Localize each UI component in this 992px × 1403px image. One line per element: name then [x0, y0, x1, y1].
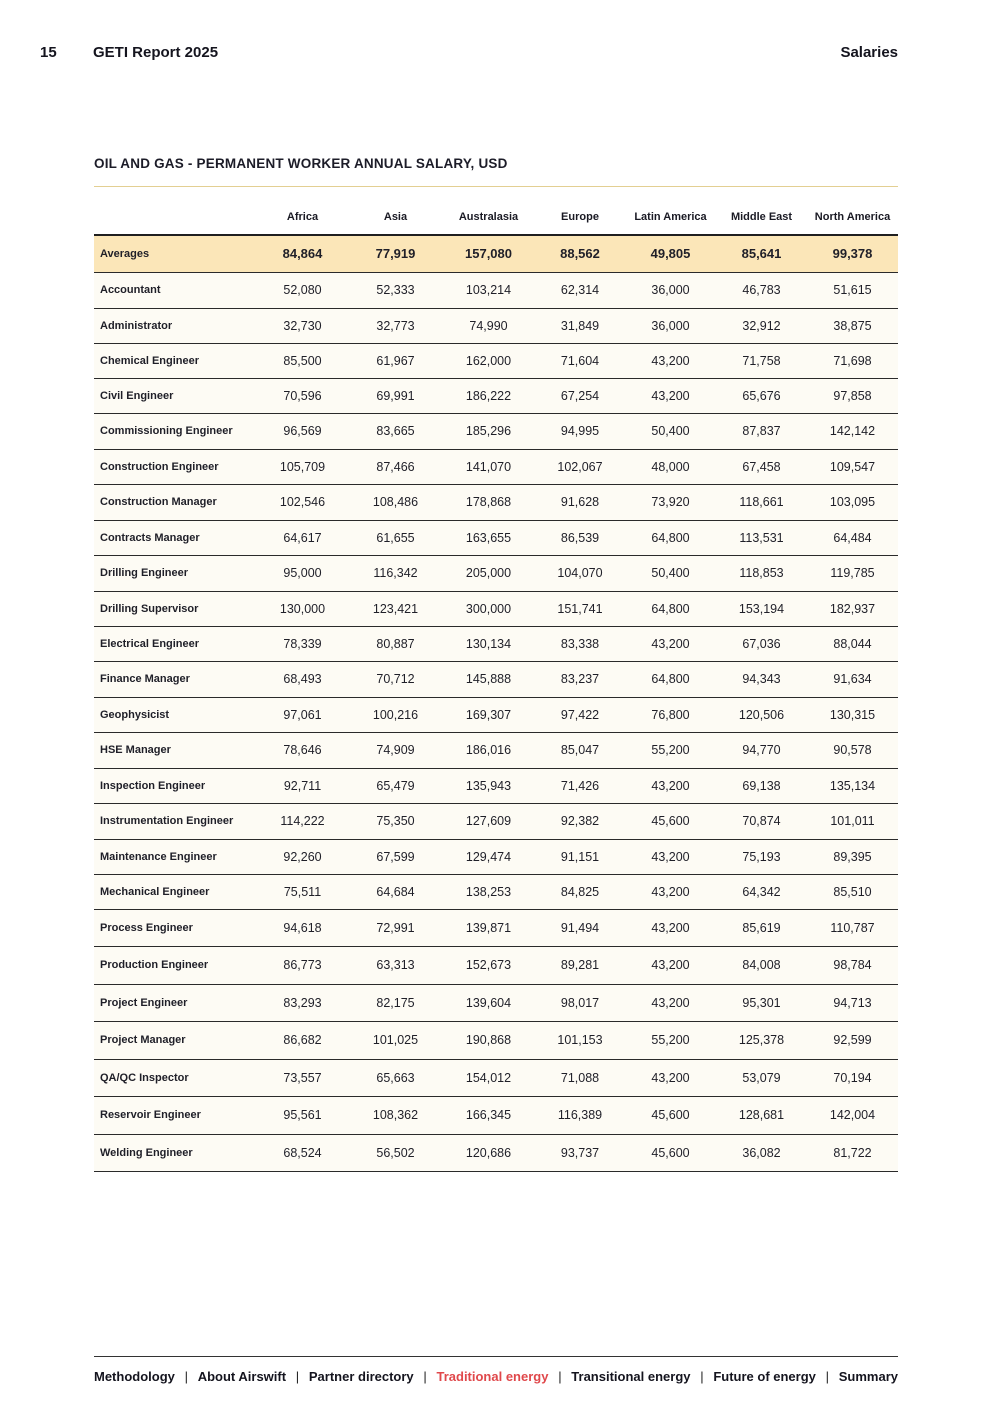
- salary-cell: 86,682: [256, 1021, 349, 1059]
- salary-cell: 64,684: [349, 874, 442, 909]
- section-name: Salaries: [840, 44, 898, 61]
- role-cell: Project Manager: [94, 1021, 256, 1059]
- salary-cell: 152,673: [442, 946, 535, 984]
- salary-cell: 75,350: [349, 803, 442, 839]
- salary-cell: 83,293: [256, 984, 349, 1021]
- salary-cell: 65,676: [716, 378, 807, 413]
- salary-cell: 95,301: [716, 984, 807, 1021]
- table-row: [94, 1096, 898, 1134]
- column-header: Latin America: [625, 199, 716, 235]
- salary-cell: 43,200: [625, 874, 716, 909]
- salary-cell: 151,741: [535, 591, 625, 626]
- salary-cell: 81,722: [807, 1134, 898, 1171]
- role-cell: Civil Engineer: [94, 378, 256, 413]
- salary-cell: 83,237: [535, 661, 625, 697]
- salary-cell: 43,200: [625, 839, 716, 874]
- salary-cell: 130,134: [442, 626, 535, 661]
- salary-cell: 67,599: [349, 839, 442, 874]
- salary-cell: 65,663: [349, 1059, 442, 1096]
- averages-row: [94, 235, 898, 272]
- salary-cell: 65,479: [349, 768, 442, 803]
- salary-cell: 64,800: [625, 661, 716, 697]
- salary-cell: 94,995: [535, 413, 625, 449]
- salary-cell: 64,617: [256, 520, 349, 555]
- role-cell: Contracts Manager: [94, 520, 256, 555]
- column-header-role: [94, 199, 256, 235]
- salary-cell: 51,615: [807, 272, 898, 308]
- role-cell: Welding Engineer: [94, 1134, 256, 1171]
- salary-cell: 46,783: [716, 272, 807, 308]
- salary-cell: 55,200: [625, 732, 716, 768]
- salary-cell: 43,200: [625, 984, 716, 1021]
- salary-cell: 94,618: [256, 909, 349, 946]
- salary-cell: 130,315: [807, 697, 898, 732]
- salary-cell: 145,888: [442, 661, 535, 697]
- salary-cell: 109,547: [807, 449, 898, 484]
- salary-cell: 86,773: [256, 946, 349, 984]
- salary-cell: 43,200: [625, 378, 716, 413]
- salary-cell: 43,200: [625, 946, 716, 984]
- salary-cell: 82,175: [349, 984, 442, 1021]
- role-cell: Mechanical Engineer: [94, 874, 256, 909]
- salary-cell: 108,362: [349, 1096, 442, 1134]
- nav-separator: |: [558, 1368, 562, 1384]
- salary-cell: 108,486: [349, 484, 442, 520]
- footer-link-methodology[interactable]: Methodology: [94, 1368, 175, 1384]
- salary-cell: 71,088: [535, 1059, 625, 1096]
- salary-cell: 162,000: [442, 343, 535, 378]
- salary-cell: 36,000: [625, 308, 716, 343]
- table-row: [94, 413, 898, 449]
- salary-cell: 43,200: [625, 626, 716, 661]
- salary-cell: 67,458: [716, 449, 807, 484]
- salary-cell: 36,082: [716, 1134, 807, 1171]
- salary-cell: 102,067: [535, 449, 625, 484]
- table-row: [94, 803, 898, 839]
- salary-cell: 182,937: [807, 591, 898, 626]
- salary-cell: 169,307: [442, 697, 535, 732]
- salary-cell: 43,200: [625, 909, 716, 946]
- role-cell: Process Engineer: [94, 909, 256, 946]
- salary-cell: 76,800: [625, 697, 716, 732]
- salary-cell: 68,524: [256, 1134, 349, 1171]
- salary-cell: 61,655: [349, 520, 442, 555]
- salary-cell: 128,681: [716, 1096, 807, 1134]
- salary-cell: 73,920: [625, 484, 716, 520]
- salary-cell: 101,153: [535, 1021, 625, 1059]
- salary-cell: 70,596: [256, 378, 349, 413]
- salary-cell: 43,200: [625, 1059, 716, 1096]
- salary-cell: 120,686: [442, 1134, 535, 1171]
- salary-cell: 97,858: [807, 378, 898, 413]
- table-row: [94, 697, 898, 732]
- salary-cell: 32,773: [349, 308, 442, 343]
- salary-cell: 56,502: [349, 1134, 442, 1171]
- salary-cell: 71,758: [716, 343, 807, 378]
- salary-table: [94, 199, 898, 1172]
- role-cell: Reservoir Engineer: [94, 1096, 256, 1134]
- salary-cell: 91,151: [535, 839, 625, 874]
- table-row: [94, 874, 898, 909]
- salary-cell: 130,000: [256, 591, 349, 626]
- salary-cell: 153,194: [716, 591, 807, 626]
- salary-cell: 99,378: [807, 235, 898, 272]
- table-row: [94, 1134, 898, 1171]
- salary-cell: 186,016: [442, 732, 535, 768]
- salary-cell: 88,562: [535, 235, 625, 272]
- salary-cell: 67,036: [716, 626, 807, 661]
- salary-cell: 119,785: [807, 555, 898, 591]
- table-row: [94, 378, 898, 413]
- salary-cell: 64,484: [807, 520, 898, 555]
- salary-cell: 118,853: [716, 555, 807, 591]
- footer-nav: [94, 1367, 898, 1385]
- page-header: [40, 44, 898, 64]
- salary-cell: 70,874: [716, 803, 807, 839]
- salary-cell: 78,339: [256, 626, 349, 661]
- salary-cell: 74,990: [442, 308, 535, 343]
- salary-cell: 83,665: [349, 413, 442, 449]
- salary-cell: 50,400: [625, 413, 716, 449]
- nav-separator: |: [184, 1368, 188, 1384]
- salary-cell: 138,253: [442, 874, 535, 909]
- role-cell: Inspection Engineer: [94, 768, 256, 803]
- salary-cell: 91,494: [535, 909, 625, 946]
- salary-cell: 97,422: [535, 697, 625, 732]
- role-cell: Geophysicist: [94, 697, 256, 732]
- role-cell: HSE Manager: [94, 732, 256, 768]
- salary-cell: 94,713: [807, 984, 898, 1021]
- salary-cell: 92,260: [256, 839, 349, 874]
- salary-cell: 123,421: [349, 591, 442, 626]
- salary-cell: 52,080: [256, 272, 349, 308]
- role-cell: Chemical Engineer: [94, 343, 256, 378]
- table-header-row: [94, 199, 898, 235]
- salary-cell: 67,254: [535, 378, 625, 413]
- table-row: [94, 591, 898, 626]
- salary-cell: 85,500: [256, 343, 349, 378]
- salary-cell: 92,711: [256, 768, 349, 803]
- role-cell: Construction Engineer: [94, 449, 256, 484]
- salary-cell: 300,000: [442, 591, 535, 626]
- nav-separator: |: [825, 1368, 830, 1384]
- salary-cell: 71,604: [535, 343, 625, 378]
- salary-cell: 135,134: [807, 768, 898, 803]
- salary-cell: 205,000: [442, 555, 535, 591]
- salary-cell: 120,506: [716, 697, 807, 732]
- footer-link-transitional-energy[interactable]: Transitional energy: [571, 1368, 691, 1384]
- salary-cell: 89,395: [807, 839, 898, 874]
- salary-cell: 73,557: [256, 1059, 349, 1096]
- salary-cell: 68,493: [256, 661, 349, 697]
- salary-cell: 32,912: [716, 308, 807, 343]
- salary-cell: 87,837: [716, 413, 807, 449]
- table-row: [94, 555, 898, 591]
- nav-separator: |: [423, 1368, 427, 1384]
- salary-cell: 70,194: [807, 1059, 898, 1096]
- table-row: [94, 308, 898, 343]
- salary-cell: 98,017: [535, 984, 625, 1021]
- salary-cell: 116,389: [535, 1096, 625, 1134]
- salary-cell: 94,770: [716, 732, 807, 768]
- salary-cell: 80,887: [349, 626, 442, 661]
- salary-cell: 91,628: [535, 484, 625, 520]
- salary-cell: 43,200: [625, 768, 716, 803]
- salary-cell: 87,466: [349, 449, 442, 484]
- salary-cell: 98,784: [807, 946, 898, 984]
- role-cell: Accountant: [94, 272, 256, 308]
- salary-cell: 85,510: [807, 874, 898, 909]
- salary-cell: 116,342: [349, 555, 442, 591]
- role-cell: Drilling Supervisor: [94, 591, 256, 626]
- salary-cell: 45,600: [625, 803, 716, 839]
- salary-cell: 125,378: [716, 1021, 807, 1059]
- salary-cell: 32,730: [256, 308, 349, 343]
- salary-cell: 142,142: [807, 413, 898, 449]
- salary-cell: 90,578: [807, 732, 898, 768]
- salary-cell: 64,342: [716, 874, 807, 909]
- salary-cell: 103,095: [807, 484, 898, 520]
- salary-cell: 118,661: [716, 484, 807, 520]
- salary-cell: 50,400: [625, 555, 716, 591]
- salary-cell: 85,641: [716, 235, 807, 272]
- salary-cell: 141,070: [442, 449, 535, 484]
- salary-cell: 84,864: [256, 235, 349, 272]
- role-cell: Production Engineer: [94, 946, 256, 984]
- salary-cell: 139,604: [442, 984, 535, 1021]
- column-header: Asia: [349, 199, 442, 235]
- salary-cell: 154,012: [442, 1059, 535, 1096]
- salary-cell: 96,569: [256, 413, 349, 449]
- table-row: [94, 984, 898, 1021]
- table-row: [94, 272, 898, 308]
- salary-cell: 186,222: [442, 378, 535, 413]
- table-row: [94, 1021, 898, 1059]
- footer-link-traditional-energy[interactable]: Traditional energy: [436, 1368, 549, 1384]
- nav-separator: |: [295, 1368, 300, 1384]
- salary-cell: 93,737: [535, 1134, 625, 1171]
- salary-cell: 69,991: [349, 378, 442, 413]
- salary-cell: 97,061: [256, 697, 349, 732]
- salary-cell: 114,222: [256, 803, 349, 839]
- report-title: GETI Report 2025: [93, 44, 219, 61]
- role-cell: Administrator: [94, 308, 256, 343]
- salary-cell: 71,698: [807, 343, 898, 378]
- role-cell: Maintenance Engineer: [94, 839, 256, 874]
- page-number: 15: [40, 44, 57, 61]
- role-cell: Electrical Engineer: [94, 626, 256, 661]
- column-header: North America: [807, 199, 898, 235]
- salary-cell: 62,314: [535, 272, 625, 308]
- salary-cell: 103,214: [442, 272, 535, 308]
- salary-cell: 43,200: [625, 343, 716, 378]
- salary-cell: 74,909: [349, 732, 442, 768]
- title-divider: [94, 186, 898, 187]
- salary-cell: 113,531: [716, 520, 807, 555]
- role-cell: Commissioning Engineer: [94, 413, 256, 449]
- salary-cell: 92,382: [535, 803, 625, 839]
- table-row: [94, 484, 898, 520]
- salary-cell: 102,546: [256, 484, 349, 520]
- salary-cell: 157,080: [442, 235, 535, 272]
- table-row: [94, 626, 898, 661]
- role-cell: Construction Manager: [94, 484, 256, 520]
- table-row: [94, 449, 898, 484]
- salary-cell: 55,200: [625, 1021, 716, 1059]
- footer-link-summary[interactable]: Summary: [838, 1368, 898, 1384]
- salary-cell: 127,609: [442, 803, 535, 839]
- salary-cell: 104,070: [535, 555, 625, 591]
- role-cell: QA/QC Inspector: [94, 1059, 256, 1096]
- salary-cell: 38,875: [807, 308, 898, 343]
- salary-cell: 100,216: [349, 697, 442, 732]
- table-row: [94, 946, 898, 984]
- salary-cell: 75,511: [256, 874, 349, 909]
- role-cell: Project Engineer: [94, 984, 256, 1021]
- salary-cell: 84,825: [535, 874, 625, 909]
- salary-cell: 63,313: [349, 946, 442, 984]
- column-header: Australasia: [442, 199, 535, 235]
- salary-cell: 85,619: [716, 909, 807, 946]
- salary-cell: 135,943: [442, 768, 535, 803]
- salary-cell: 71,426: [535, 768, 625, 803]
- salary-cell: 84,008: [716, 946, 807, 984]
- salary-cell: 163,655: [442, 520, 535, 555]
- salary-cell: 86,539: [535, 520, 625, 555]
- salary-cell: 77,919: [349, 235, 442, 272]
- salary-cell: 75,193: [716, 839, 807, 874]
- salary-cell: 64,800: [625, 520, 716, 555]
- salary-cell: 36,000: [625, 272, 716, 308]
- salary-cell: 89,281: [535, 946, 625, 984]
- table-row: [94, 343, 898, 378]
- salary-cell: 129,474: [442, 839, 535, 874]
- table-row: [94, 909, 898, 946]
- salary-cell: 69,138: [716, 768, 807, 803]
- salary-cell: 49,805: [625, 235, 716, 272]
- table-row: [94, 768, 898, 803]
- role-cell: Averages: [94, 235, 256, 272]
- salary-cell: 48,000: [625, 449, 716, 484]
- salary-cell: 105,709: [256, 449, 349, 484]
- salary-cell: 53,079: [716, 1059, 807, 1096]
- footer-link-about-airswift[interactable]: About Airswift: [197, 1368, 287, 1384]
- salary-cell: 31,849: [535, 308, 625, 343]
- salary-cell: 101,011: [807, 803, 898, 839]
- salary-cell: 185,296: [442, 413, 535, 449]
- salary-cell: 110,787: [807, 909, 898, 946]
- footer-link-partner-directory[interactable]: Partner directory: [308, 1368, 414, 1384]
- salary-cell: 61,967: [349, 343, 442, 378]
- role-cell: Instrumentation Engineer: [94, 803, 256, 839]
- table-row: [94, 732, 898, 768]
- salary-cell: 101,025: [349, 1021, 442, 1059]
- salary-cell: 70,712: [349, 661, 442, 697]
- salary-cell: 88,044: [807, 626, 898, 661]
- salary-cell: 190,868: [442, 1021, 535, 1059]
- salary-cell: 72,991: [349, 909, 442, 946]
- footer-divider: [94, 1356, 898, 1357]
- salary-cell: 95,000: [256, 555, 349, 591]
- column-header: Middle East: [716, 199, 807, 235]
- column-header: Africa: [256, 199, 349, 235]
- salary-cell: 92,599: [807, 1021, 898, 1059]
- salary-cell: 94,343: [716, 661, 807, 697]
- salary-cell: 64,800: [625, 591, 716, 626]
- salary-cell: 142,004: [807, 1096, 898, 1134]
- salary-cell: 95,561: [256, 1096, 349, 1134]
- footer-link-future-of-energy[interactable]: Future of energy: [713, 1368, 816, 1384]
- salary-cell: 91,634: [807, 661, 898, 697]
- salary-cell: 178,868: [442, 484, 535, 520]
- salary-cell: 85,047: [535, 732, 625, 768]
- salary-cell: 45,600: [625, 1096, 716, 1134]
- salary-cell: 83,338: [535, 626, 625, 661]
- salary-cell: 78,646: [256, 732, 349, 768]
- role-cell: Drilling Engineer: [94, 555, 256, 591]
- salary-cell: 45,600: [625, 1134, 716, 1171]
- role-cell: Finance Manager: [94, 661, 256, 697]
- salary-cell: 166,345: [442, 1096, 535, 1134]
- table-row: [94, 520, 898, 555]
- salary-cell: 139,871: [442, 909, 535, 946]
- table-row: [94, 839, 898, 874]
- table-title: OIL AND GAS - PERMANENT WORKER ANNUAL SALARY, USD: [94, 156, 508, 171]
- column-header: Europe: [535, 199, 625, 235]
- salary-cell: 52,333: [349, 272, 442, 308]
- nav-separator: |: [700, 1368, 704, 1384]
- table-row: [94, 1059, 898, 1096]
- table-row: [94, 661, 898, 697]
